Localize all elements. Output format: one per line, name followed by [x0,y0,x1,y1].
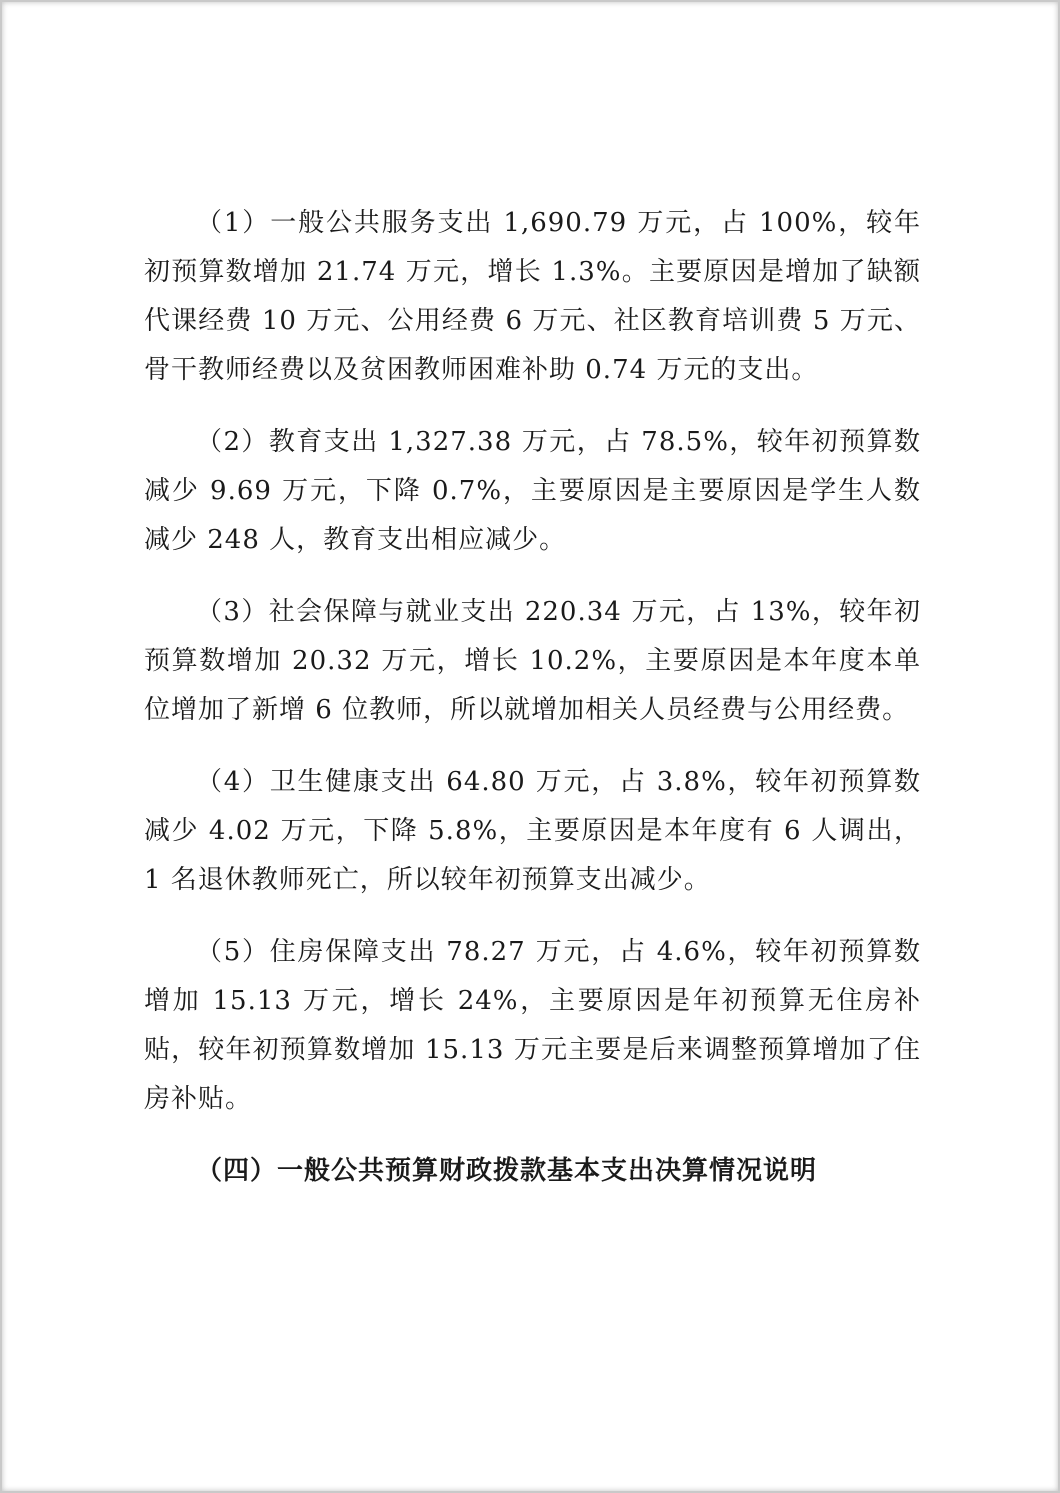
document-body [144,199,921,1196]
paragraph-general-public-services: （1）一般公共服务支出 1,690.79 万元，占 100%，较年初预算数增加 21.74 万元，增长 1.3%。主要原因是增加了缺额代课经费 10 万元、公用经费 6 万元、社区教育培训费 5 万元、骨干教师经费以及贫困教师困难补助 0.74 万元的支出。 [144,208,921,385]
paragraph-education: （2）教育支出 1,327.38 万元，占 78.5%，较年初预算数减少 9.69 万元，下降 0.7%，主要原因是主要原因是学生人数减少 248 人，教育支出相应减少。 [144,427,921,555]
section-heading: （四）一般公共预算财政拨款基本支出决算情况说明 [196,1156,818,1186]
paragraph-housing: （5）住房保障支出 78.27 万元，占 4.6%，较年初预算数增加 15.13 万元，增长 24%，主要原因是年初预算无住房补贴，较年初预算数增加 15.13 万元主要是后来调整预算增加了住房补贴。 [144,937,921,1114]
paragraph-social-security: （3）社会保障与就业支出 220.34 万元，占 13%，较年初预算数增加 20.32 万元，增长 10.2%，主要原因是本年度本单位增加了新增 6 位教师，所以就增加相关人员经费与公用经费。 [144,597,921,725]
paragraph-health: （4）卫生健康支出 64.80 万元，占 3.8%，较年初预算数减少 4.02 万元，下降 5.8%，主要原因是本年度有 6 人调出，1 名退休教师死亡，所以较年初预算支出减少。 [144,767,921,895]
